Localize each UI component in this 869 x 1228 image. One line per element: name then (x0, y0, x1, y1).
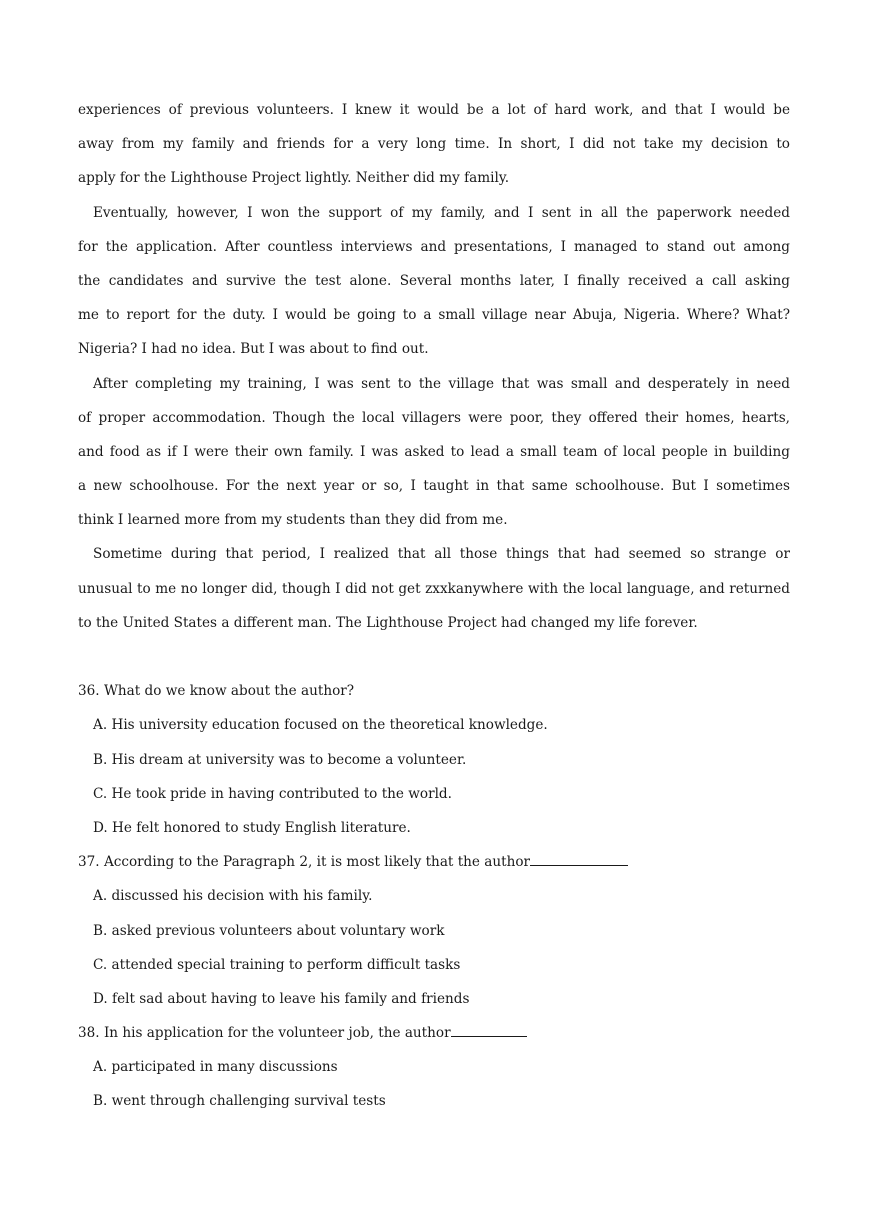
passage-line: away from my family and friends for a very long time. In short, I did not take my decision to (78, 136, 790, 153)
passage-line: experiences of previous volunteers. I knew it would be a lot of hard work, and that I would be (78, 102, 790, 118)
option-b: B. His dream at university was to become a volunteer. (93, 751, 467, 768)
question-36 (78, 678, 790, 849)
option-b: B. asked previous volunteers about voluntary work (93, 922, 445, 939)
passage-line: the candidates and survive the test alone. Several months later, I finally received a call asking (78, 272, 790, 289)
question-stem: 38. In his application for the volunteer job, the author (78, 1025, 451, 1042)
question-38 (78, 1020, 790, 1123)
passage (78, 97, 790, 644)
question-37 (78, 849, 790, 1020)
question-stem: 36. What do we know about the author? (78, 683, 355, 700)
passage-line: to the United States a different man. The Lighthouse Project had changed my life forever. (78, 614, 698, 631)
option-b: B. went through challenging survival tests (93, 1093, 386, 1110)
passage-line: Nigeria? I had no idea. But I was about to find out. (78, 341, 429, 358)
passage-line: After completing my training, I was sent to the village that was small and desperately in need (93, 375, 790, 392)
answer-blank (530, 851, 628, 866)
section-gap (78, 644, 790, 678)
option-c: C. attended special training to perform difficult tasks (93, 956, 461, 973)
question-stem-row (78, 1020, 790, 1054)
answer-blank (451, 1022, 527, 1037)
passage-line: think I learned more from my students than they did from me. (78, 512, 508, 529)
passage-line: for the application. After countless interviews and presentations, I managed to stand out among (78, 238, 790, 255)
option-a: A. His university education focused on the theoretical knowledge. (93, 717, 548, 734)
passage-line: and food as if I were their own family. I was asked to lead a small team of local people in building (78, 443, 790, 460)
document-page (78, 97, 790, 1123)
question-stem-row (78, 849, 790, 883)
passage-line: a new schoolhouse. For the next year or so, I taught in that same schoolhouse. But I sometimes (78, 478, 790, 495)
option-a: A. participated in many discussions (93, 1059, 338, 1076)
option-a: A. discussed his decision with his family. (93, 888, 373, 905)
option-d: D. felt sad about having to leave his family and friends (93, 990, 470, 1007)
passage-line: of proper accommodation. Though the local villagers were poor, they offered their homes, hearts, (78, 409, 790, 426)
passage-line: me to report for the duty. I would be going to a small village near Abuja, Nigeria. Where? What? (78, 307, 790, 324)
option-c: C. He took pride in having contributed to the world. (93, 785, 452, 802)
passage-line: Sometime during that period, I realized that all those things that had seemed so strange or (93, 546, 790, 563)
passage-line: Eventually, however, I won the support of my family, and I sent in all the paperwork needed (93, 204, 790, 221)
option-d: D. He felt honored to study English literature. (93, 819, 411, 836)
question-stem: 37. According to the Paragraph 2, it is most likely that the author (78, 854, 531, 871)
passage-line: unusual to me no longer did, though I did not get zxxkanywhere with the local language, and returned (78, 580, 790, 597)
passage-line: apply for the Lighthouse Project lightly. Neither did my family. (78, 170, 510, 187)
